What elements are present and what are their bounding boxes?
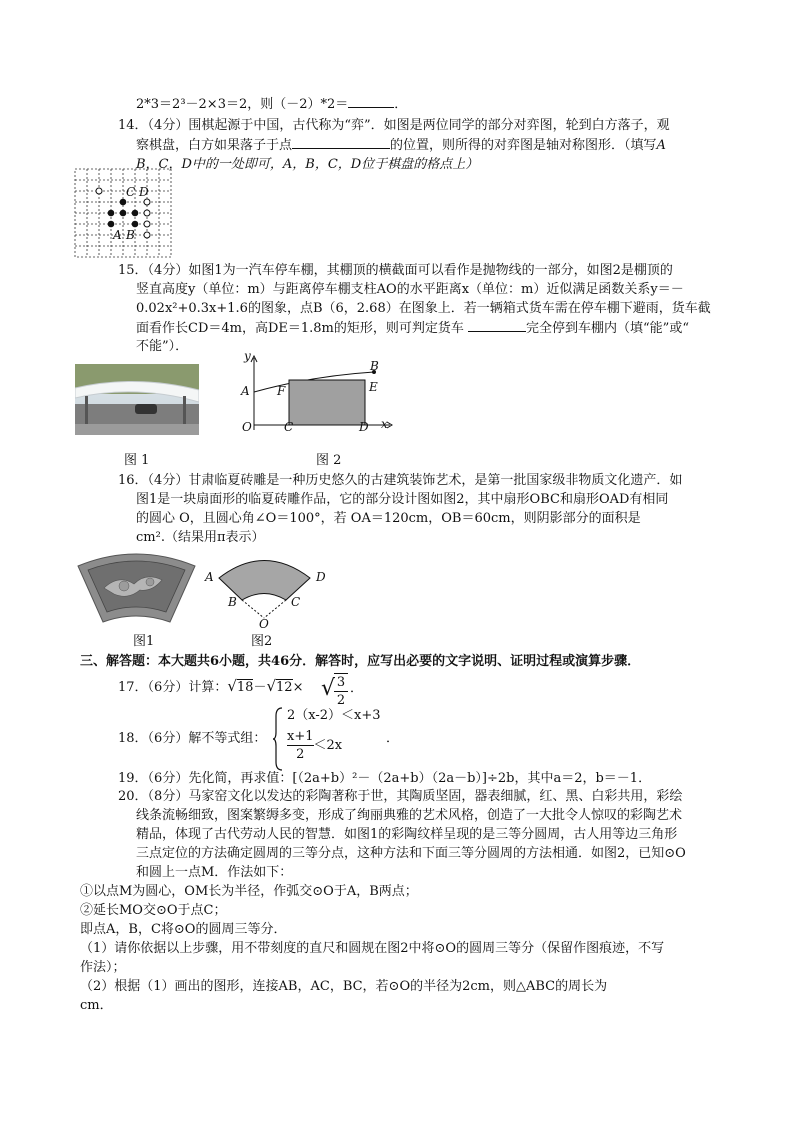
q20-step2: ②延长MO交⊙O于点C； <box>80 903 227 918</box>
q16-line3: 的圆心 O，且圆心角∠O＝100°，若 OA＝120cm，OB＝60cm，则阴影部分的面积是 <box>136 511 641 526</box>
point-label-b: B <box>370 359 379 373</box>
axis-label-x: x <box>381 417 388 431</box>
q18-end: ． <box>386 731 400 746</box>
point-label-a: A <box>241 384 250 398</box>
q16-line4: cm².（结果用π表示） <box>136 530 265 545</box>
q15-line1: 15．（4分）如图1为一汽车停车棚，其棚顶的横截面可以看作是抛物线的一部分，如图2是棚顶的 <box>118 263 673 278</box>
point-label-a: A <box>113 228 122 242</box>
q18-prefix: 18．（6分）解不等式组： <box>118 731 267 746</box>
point-label-d: D <box>139 185 149 199</box>
q20-line5: 和圆上一点M．作法如下： <box>136 865 293 880</box>
q15-fig2-caption: 图 2 <box>316 453 342 468</box>
q20-part2-line1: （2）根据（1）画出的图形，连接AB，AC，BC，若⊙O的半径为2cm，则△ABC的周长为 <box>80 979 608 994</box>
q16-line2: 图1是一块扇面形的临夏砖雕作品，它的部分设计图如图2，其中扇形OBC和扇形OAD有相同 <box>136 492 669 507</box>
brick-carving-image <box>74 548 199 628</box>
point-label-b: B <box>228 595 237 609</box>
q19: 19．（6分）先化简，再求值：[（2a+b）²－（2a+b）（2a－b）]÷2b，其中a＝2，b＝－1． <box>118 771 652 786</box>
q17: 17．（6分）计算：√18－√12× <box>118 677 304 695</box>
q20-part1-line1: （1）请你依据以上步骤，用不带刻度的直尺和圆规在图2中将⊙O的圆周三等分（保留作图痕迹，不写 <box>80 941 665 956</box>
point-label-d: D <box>316 570 326 584</box>
point-label-c: C <box>126 185 136 199</box>
q14-line1: 14．（4分）围棋起源于中国，古代称为“弈”．如图是两位同学的部分对弈图，轮到白方落子，观 <box>118 118 670 133</box>
point-label-c: C <box>284 420 294 434</box>
q18-inequality-2: $\frac{x+1}{2}$ ＜2x <box>287 729 343 762</box>
q15-line2: 竖直高度y（单位：m）与距离停车棚支柱AO的水平距离x（单位：m）近似满足函数关系y＝－ <box>136 282 684 297</box>
q16-fig2-caption: 图2 <box>251 634 273 649</box>
answer-blank <box>292 136 390 149</box>
q20-part1-line2: 作法）； <box>80 960 126 975</box>
point-label-f: F <box>277 384 286 398</box>
axis-label-y: y <box>244 350 251 363</box>
left-brace <box>272 706 284 772</box>
q16-fig1-caption: 图1 <box>133 634 155 649</box>
previous-question-tail: 2*3＝2³－2×3＝2，则（－2）*2＝ ． <box>136 97 408 112</box>
point-label-e: E <box>369 380 378 394</box>
q15-fig1-caption: 图 1 <box>124 453 150 468</box>
answer-blank <box>468 319 526 332</box>
q20-part2-line2: cm． <box>80 998 113 1013</box>
point-label-o: O <box>242 420 252 434</box>
section-three-heading: 三、解答题：本大题共6小题，共46分．解答时，应写出必要的文字说明、证明过程或演算步骤． <box>80 654 641 669</box>
q16-line1: 16．（4分）甘肃临夏砖雕是一种历史悠久的古建筑装饰艺术，是第一批国家级非物质文化遗产．如 <box>118 473 683 488</box>
carport-photo <box>75 364 199 435</box>
parabola-graph <box>232 350 397 440</box>
point-label-c: C <box>291 595 301 609</box>
point-label-o: O <box>259 617 269 631</box>
q15-line4: 面看作长CD＝4m，高DE＝1.8m的矩形，则可判定货车 完全停到车棚内（填“能”或“ <box>136 321 689 336</box>
go-board-figure <box>74 168 174 260</box>
q15-line5: 不能”）． <box>136 339 189 354</box>
answer-blank <box>348 95 394 108</box>
q20-line2: 线条流畅细致，图案繁缛多变，形成了绚丽典雅的艺术风格，创造了一大批令人惊叹的彩陶艺术 <box>136 808 683 823</box>
q20-step1: ①以点M为圆心，OM长为半径，作弧交⊙O于A，B两点； <box>80 884 418 899</box>
q20-step3: 即点A，B，C将⊙O的圆周三等分． <box>80 922 287 937</box>
point-label-b: B <box>126 228 135 242</box>
q18-inequality-1: 2（x-2）＜x+3 <box>287 708 381 723</box>
point-label-d: D <box>359 420 369 434</box>
sector-diagram <box>202 548 332 632</box>
q20-line1: 20．（8分）马家窑文化以发达的彩陶著称于世，其陶质坚固，器表细腻，红、黑、白彩共用，彩绘 <box>118 789 683 804</box>
q20-line3: 精品，体现了古代劳动人民的智慧．如图1的彩陶纹样呈现的是三等分圆周，古人用等边三角形 <box>136 827 678 842</box>
q20-line4: 三点定位的方法确定圆周的三等分点，这种方法和下面三等分圆周的方法相通．如图2，已知⊙O <box>136 846 686 861</box>
q15-line3: 0.02x²+0.3x+1.6的图象，点B（6，2.68）在图象上．若一辆箱式货车需在停车棚下避雨，货车截 <box>136 301 711 316</box>
q14-line2: 察棋盘，白方如果落子于点 的位置，则所得的对弈图是轴对称图形．（填写A <box>136 138 666 153</box>
point-label-a: A <box>205 570 214 584</box>
q14-line3: B，C，D中的一处即可，A，B，C，D位于棋盘的格点上） <box>136 157 479 172</box>
